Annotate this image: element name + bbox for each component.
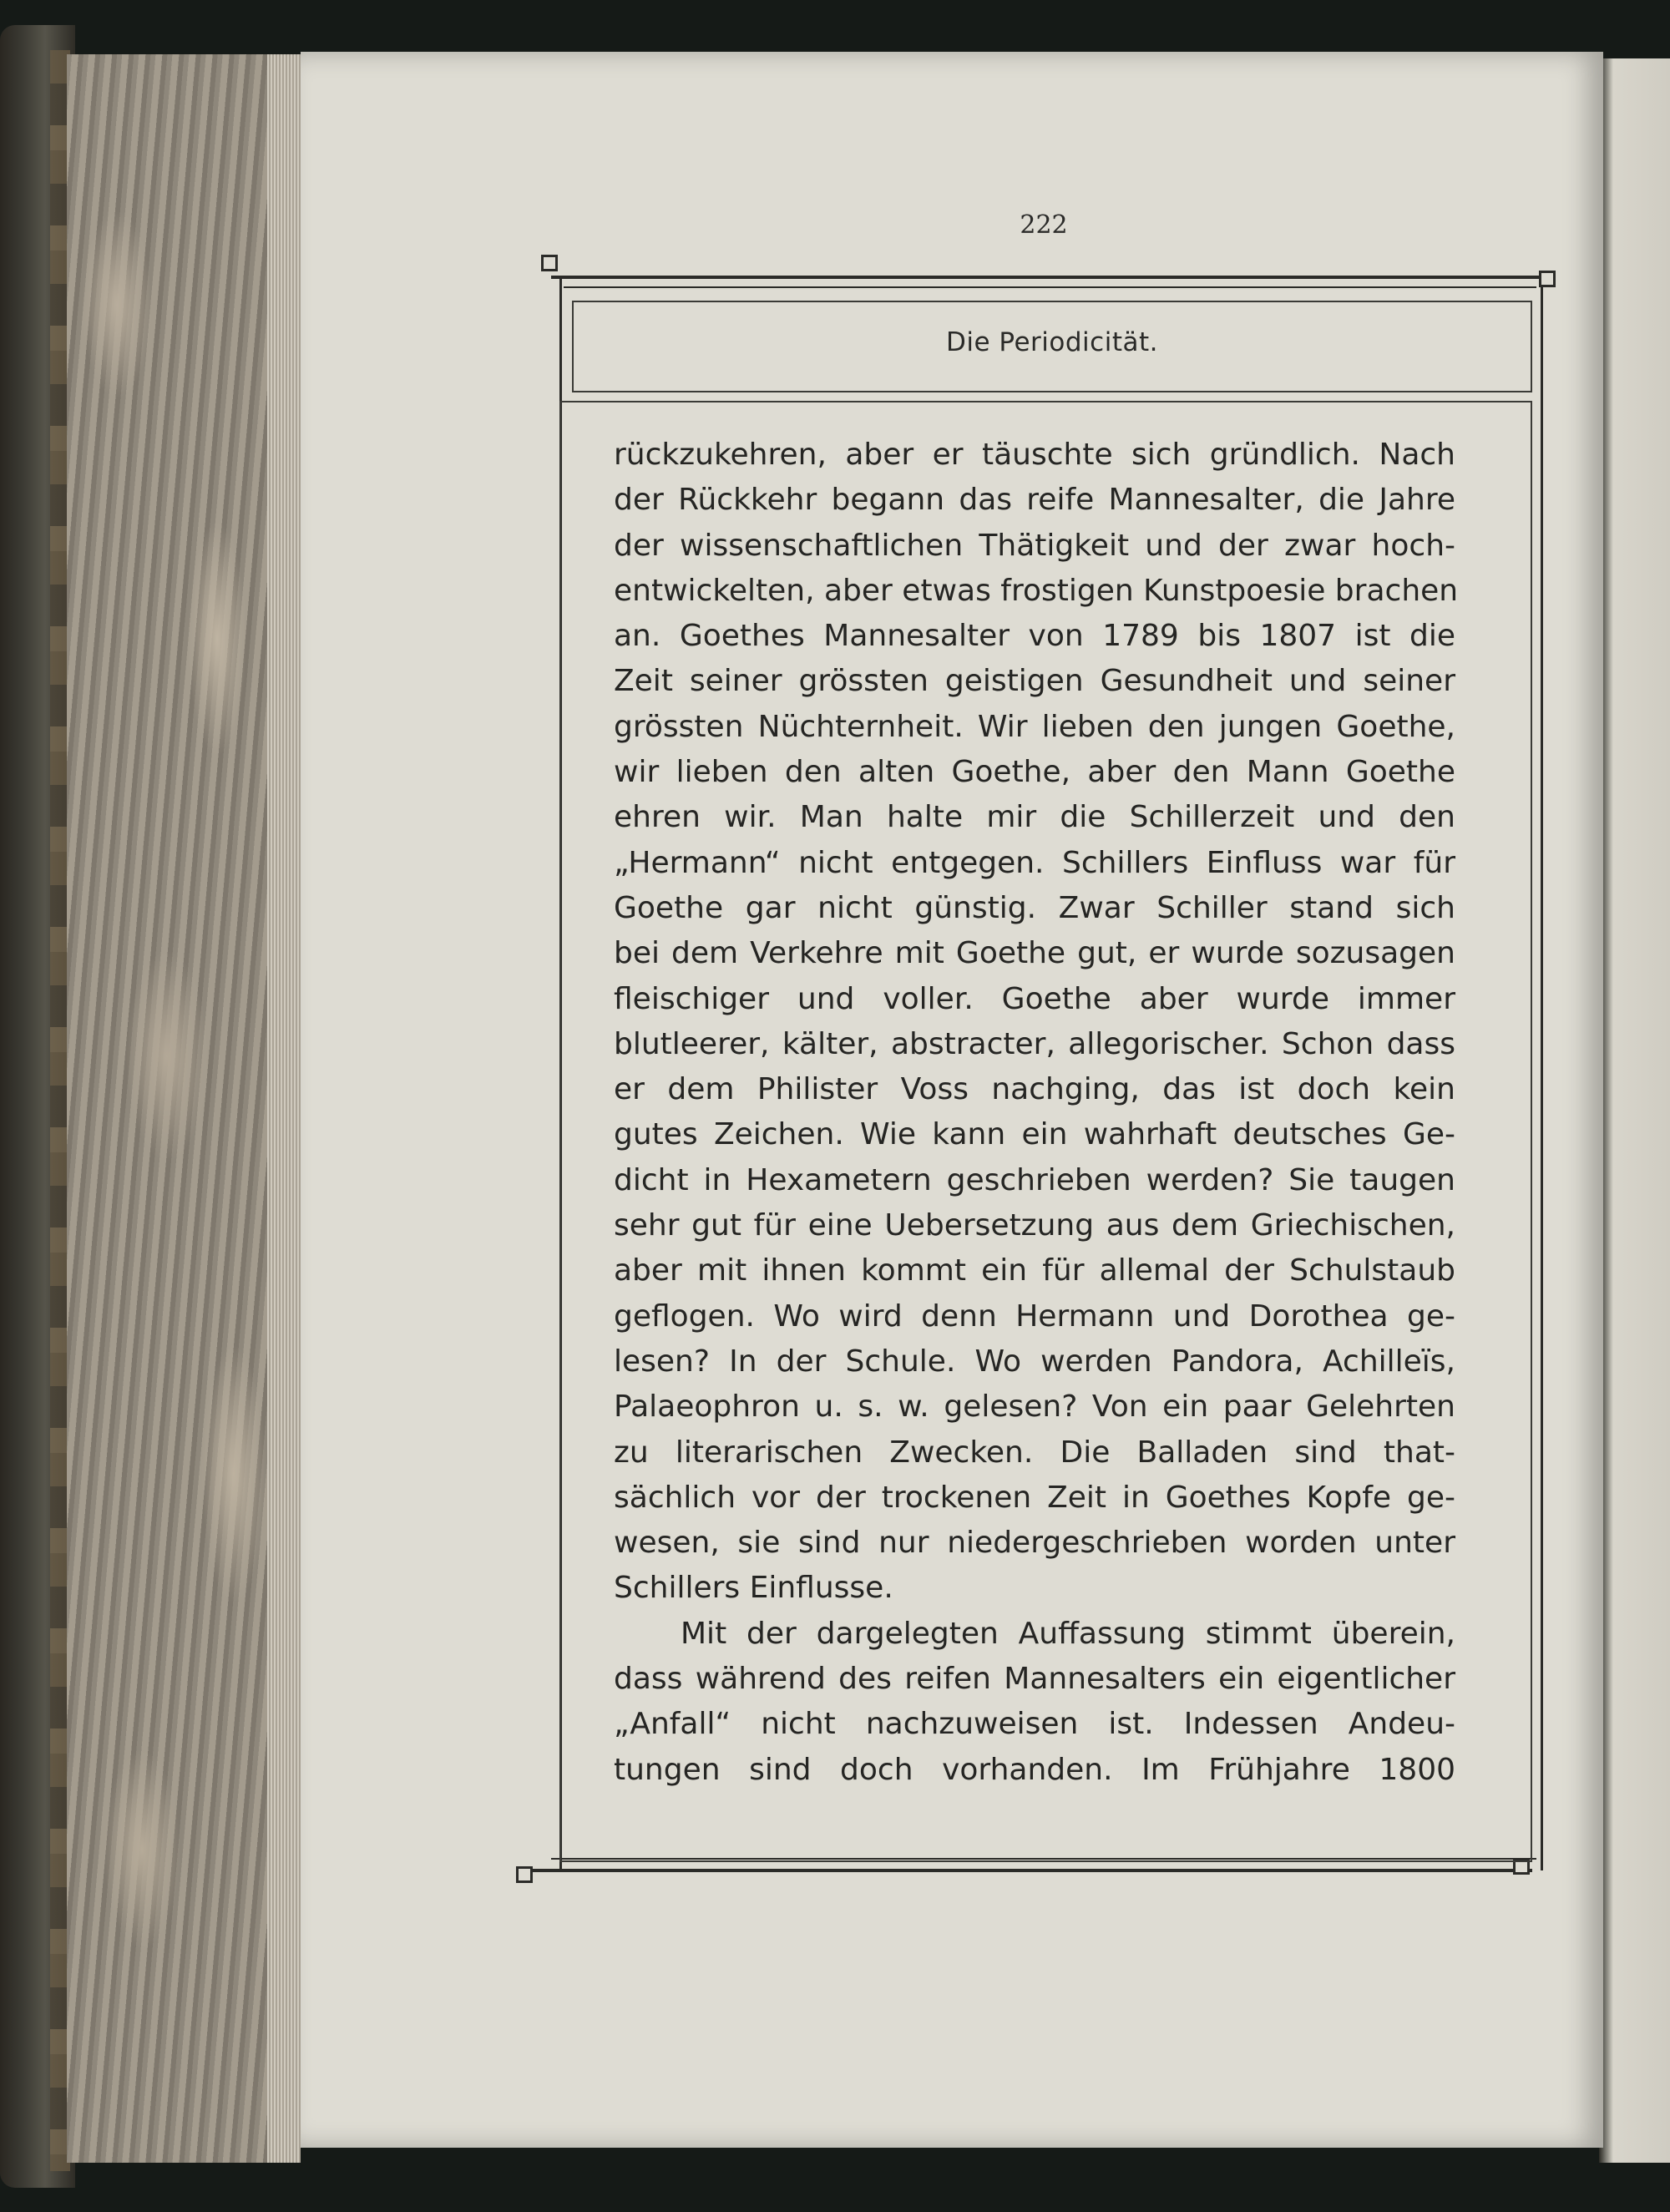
text-line: geflogen. Wo wird denn Hermann und Dorothea ge-: [614, 1298, 1455, 1334]
text-line: bei dem Verkehre mit Goethe gut, er wurde sozusagen: [614, 936, 1455, 971]
page-number: 222: [1020, 210, 1068, 240]
frame-corner-top-left: [541, 255, 558, 271]
text-line: sächlich vor der trockenen Zeit in Goethes Kopfe ge-: [614, 1480, 1455, 1515]
text-line: Goethe gar nicht günstig. Zwar Schiller stand sich: [614, 890, 1455, 925]
text-line: gutes Zeichen. Wie kann ein wahrhaft deutsches Ge-: [614, 1117, 1455, 1152]
facing-page-edge: [1599, 58, 1670, 2163]
text-line: Schillers Einflusse.: [614, 1571, 893, 1606]
text-line: an. Goethes Mannesalter von 1789 bis 1807 ist die: [614, 619, 1455, 654]
text-line: dicht in Hexametern geschrieben werden? Sie taugen: [614, 1162, 1455, 1197]
text-line: ehren wir. Man halte mir die Schillerzeit und den: [614, 800, 1455, 835]
frame-top-line: [551, 276, 1549, 279]
text-line: entwickelten, aber etwas frostigen Kunstpoesie brachen: [614, 573, 1459, 608]
text-line: wir lieben den alten Goethe, aber den Mann Goethe: [614, 755, 1455, 790]
frame-top-inner-line: [564, 286, 1536, 288]
text-line: der wissenschaftlichen Thätigkeit und der zwar hoch-: [614, 528, 1455, 563]
text-line: fleischiger und voller. Goethe aber wurde immer: [614, 981, 1455, 1016]
text-line: grössten Nüchternheit. Wir lieben den jungen Goethe,: [614, 709, 1455, 744]
frame-bottom-line: [526, 1869, 1532, 1872]
text-line: tungen sind doch vorhanden. Im Frühjahre 1800: [614, 1752, 1455, 1787]
frame-corner-bottom-left: [516, 1866, 533, 1883]
text-line: Zeit seiner grössten geistigen Gesundheit und seiner: [614, 664, 1455, 699]
text-line: „Anfall“ nicht nachzuweisen ist. Indessen Andeu-: [614, 1707, 1455, 1742]
text-line: blutleerer, kälter, abstracter, allegorischer. Schon dass: [614, 1026, 1455, 1061]
text-line: aber mit ihnen kommt ein für allemal der Schulstaub: [614, 1253, 1455, 1288]
text-line: er dem Philister Voss nachging, das ist doch kein: [614, 1072, 1455, 1107]
frame-corner-top-right: [1539, 271, 1556, 287]
text-line: Mit der dargelegten Auffassung stimmt überein,: [681, 1616, 1455, 1651]
marbled-fore-edge: [67, 54, 301, 2163]
text-line: lesen? In der Schule. Wo werden Pandora, Achilleïs,: [614, 1344, 1455, 1379]
text-line: sehr gut für eine Uebersetzung aus dem Griechischen,: [614, 1208, 1455, 1243]
running-head: Die Periodicität.: [945, 327, 1158, 357]
text-line: der Rückkehr begann das reife Mannesalter, die Jahre: [614, 483, 1455, 518]
text-line: Palaeophron u. s. w. gelesen? Von ein paar Gelehrten: [614, 1389, 1455, 1425]
body-text: [614, 433, 1459, 1793]
frame-right-line: [1541, 276, 1543, 1870]
running-head-box: [572, 301, 1532, 392]
text-line: zu literarischen Zwecken. Die Balladen sind that-: [614, 1435, 1455, 1470]
text-line: dass während des reifen Mannesalters ein eigentlicher: [614, 1662, 1455, 1697]
text-line: rückzukehren, aber er täuschte sich gründlich. Nach: [614, 438, 1455, 472]
text-line: wesen, sie sind nur niedergeschrieben worden unter: [614, 1526, 1455, 1561]
text-line: „Hermann“ nicht entgegen. Schillers Einfluss war für: [614, 845, 1455, 880]
